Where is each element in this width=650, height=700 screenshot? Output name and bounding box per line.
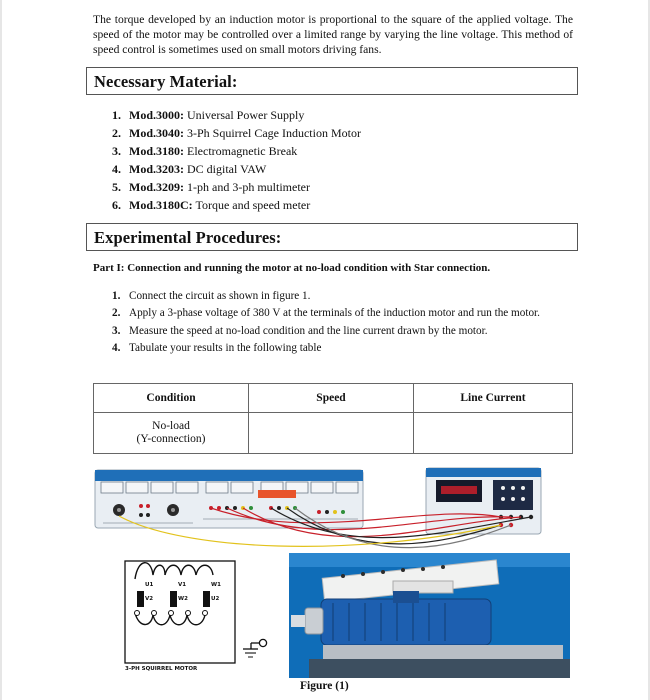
experimental-procedures-heading — [86, 223, 578, 251]
material-item: 4. Mod.3203: DC digital VAW — [112, 162, 267, 176]
page-edge-left — [0, 0, 2, 700]
header-condition: Condition — [94, 384, 249, 413]
terminal-v1: V1 — [178, 582, 187, 588]
material-item: 6. Mod.3180C: Torque and speed meter — [112, 198, 311, 212]
terminal-v2: V2 — [145, 596, 154, 602]
terminal-u2: U2 — [211, 596, 220, 602]
material-item: 5. Mod.3209: 1-ph and 3-ph multimeter — [112, 180, 310, 194]
table-header-row — [94, 384, 573, 413]
terminal-w2: W2 — [178, 596, 188, 602]
necessary-material-heading — [86, 67, 578, 95]
intro-paragraph: The torque developed by an induction motor is proportional to the square of the applied voltage. The speed of the motor may be controlled over a limited range by varying the line voltage. This method of speed control is sometimes used on small motors driving fans. — [93, 13, 573, 56]
motor-label: 3-PH SQUIRREL MOTOR — [125, 666, 198, 672]
material-item: 2. Mod.3040: 3-Ph Squirrel Cage Induction Motor — [112, 126, 361, 140]
condition-line1: No-load — [152, 420, 190, 432]
procedure-step: 3. Measure the speed at no-load condition and the line current drawn by the motor. — [112, 324, 488, 337]
necessary-material-title: Necessary Material: — [94, 72, 238, 91]
results-table — [93, 383, 573, 454]
experimental-procedures-title: Experimental Procedures: — [94, 228, 282, 247]
procedure-step: 2. Apply a 3-phase voltage of 380 V at the terminals of the induction motor and run the motor. — [112, 307, 540, 320]
condition-line2: (Y-connection) — [136, 433, 206, 445]
procedure-step: 4. Tabulate your results in the following table — [112, 342, 322, 355]
table-row — [94, 413, 573, 454]
figure-caption: Figure (1) — [300, 680, 349, 692]
header-line-current: Line Current — [414, 384, 573, 413]
motor-photo — [289, 553, 570, 678]
cell-line-current — [414, 413, 573, 454]
ground-symbol — [243, 639, 267, 657]
cell-speed — [249, 413, 414, 454]
material-item: 3. Mod.3180: Electromagnetic Break — [112, 144, 298, 158]
torque-speed-meter-panel — [426, 468, 541, 534]
terminal-u1: U1 — [145, 582, 154, 588]
procedure-step: 1. Connect the circuit as shown in figure 1. — [112, 290, 311, 302]
figure-1-illustration — [93, 463, 573, 678]
power-supply-panel — [95, 470, 363, 528]
procedure-steps — [112, 289, 572, 357]
cell-condition — [94, 413, 249, 454]
terminal-w1: W1 — [211, 582, 221, 588]
header-speed: Speed — [249, 384, 414, 413]
material-item: 1. Mod.3000: Universal Power Supply — [112, 108, 305, 122]
part1-heading: Part I: Connection and running the motor at no-load condition with Star connection. — [93, 262, 491, 274]
motor-schematic — [125, 561, 267, 672]
materials-list — [112, 106, 532, 214]
